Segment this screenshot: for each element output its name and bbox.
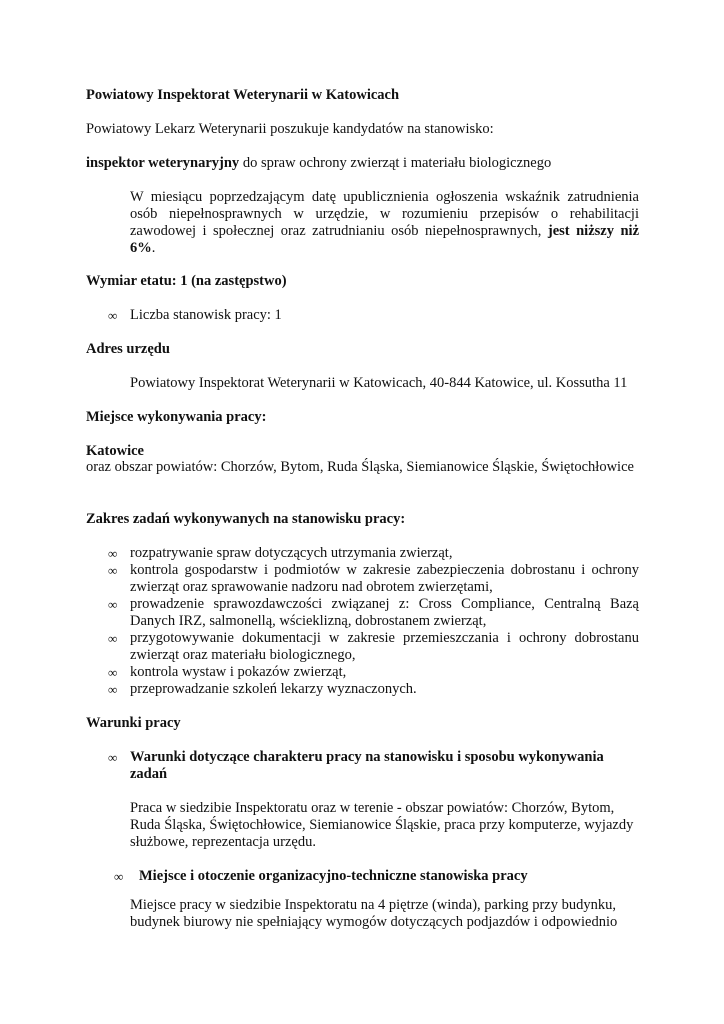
conditions-sub1-heading: Warunki dotyczące charakteru pracy na stanowisku i sposobu wykonywania zadań: [130, 749, 604, 782]
intro-text: Powiatowy Lekarz Weterynarii poszukuje kandydatów na stanowisko:: [86, 121, 494, 137]
bullet-icon: ∞: [108, 308, 118, 323]
duty-item: prowadzenie sprawozdawczości związanej z: Cross Compliance, Centralną Bazą Danych IRZ, salmonellą, wścieklizną, dobrostanem zwierząt,: [130, 596, 639, 629]
bullet-icon: ∞: [108, 750, 118, 765]
bullet-icon: ∞: [108, 546, 118, 561]
bullet-icon: ∞: [108, 682, 118, 697]
workplace-city: Katowice: [86, 443, 144, 459]
bullet-icon: ∞: [108, 563, 118, 578]
employment-heading: Wymiar etatu: 1 (na zastępstwo): [86, 273, 287, 289]
disability-notice-bold: jest niższy niż 6%: [130, 223, 639, 256]
disability-notice-text: W miesiącu poprzedzającym datę upublicznienia ogłoszenia wskaźnik zatrudnienia osób niepełnosprawnych w urzędzie, w rozumieniu przepisów o rehabilitacji zawodowej i społecznej oraz zatrudnianiu osób niepełnosprawnych,: [130, 189, 639, 239]
position-description: do spraw ochrony zwierząt i materiału biologicznego: [239, 155, 552, 171]
bullet-icon: ∞: [108, 665, 118, 680]
workplace-area: oraz obszar powiatów: Chorzów, Bytom, Ruda Śląska, Siemianowice Śląskie, Świętochłowice: [86, 459, 634, 475]
duties-heading: Zakres zadań wykonywanych na stanowisku pracy:: [86, 511, 406, 527]
conditions-heading: Warunki pracy: [86, 715, 181, 731]
disability-notice: [130, 189, 639, 257]
address-text: Powiatowy Inspektorat Weterynarii w Katowicach, 40-844 Katowice, ul. Kossutha 11: [130, 375, 628, 391]
workplace-heading: Miejsce wykonywania pracy:: [86, 409, 267, 425]
bullet-icon: ∞: [108, 631, 118, 646]
conditions-sub2-text: Miejsce pracy w siedzibie Inspektoratu na 4 piętrze (winda), parking przy budynku, budynek biurowy nie spełniający wymogów dotyczących podjazdów i odpowiednio: [130, 897, 618, 930]
duty-item: przygotowywanie dokumentacji w zakresie przemieszczania i ochrony dobrostanu zwierząt oraz materiału biologicznego,: [130, 630, 639, 663]
positions-count: Liczba stanowisk pracy: 1: [130, 307, 282, 323]
duty-item: kontrola gospodarstw i podmiotów w zakresie zabezpieczenia dobrostanu i ochrony zwierząt oraz sprawowanie nadzoru nad obrotem zwierzętami,: [130, 562, 639, 595]
duty-item: kontrola wystaw i pokazów zwierząt,: [130, 664, 347, 680]
document-title: Powiatowy Inspektorat Weterynarii w Katowicach: [86, 87, 400, 103]
conditions-sub2-heading: Miejsce i otoczenie organizacyjno-techniczne stanowiska pracy: [139, 868, 528, 884]
address-heading: Adres urzędu: [86, 341, 170, 357]
conditions-sub1-text: Praca w siedzibie Inspektoratu oraz w terenie - obszar powiatów: Chorzów, Bytom, Ruda Śląska, Świętochłowice, Siemianowice Śląskie, praca przy komputerze, wyjazdy służbowe, reprezentacja urzędu.: [130, 800, 634, 850]
position-name: inspektor weterynaryjny: [86, 155, 240, 171]
duty-item: rozpatrywanie spraw dotyczących utrzymania zwierząt,: [130, 545, 453, 561]
bullet-icon: ∞: [114, 869, 124, 884]
disability-notice-end: .: [151, 240, 156, 256]
duty-item: przeprowadzanie szkoleń lekarzy wyznaczonych.: [130, 681, 417, 697]
bullet-icon: ∞: [108, 597, 118, 612]
position-line: [86, 155, 639, 172]
